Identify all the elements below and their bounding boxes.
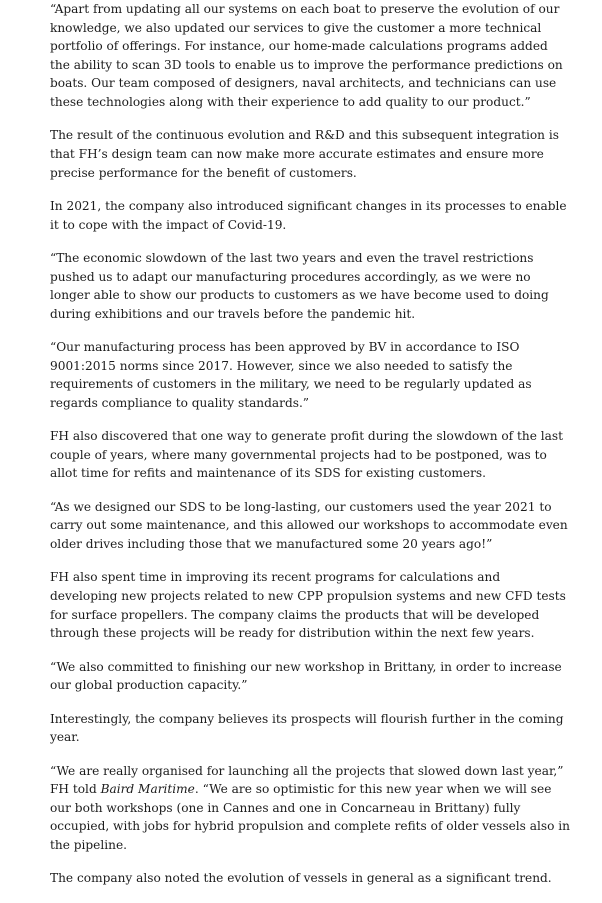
publication-name: Baird Maritime bbox=[100, 782, 195, 797]
paragraph-5: “Our manufacturing process has been approved by BV in accordance to ISO 9001:2015 norms since 2017. However, since we also needed to satisfy the requirements of customers in the military, we need to be regularly updated as regards compliance to quality standards.” bbox=[50, 340, 532, 410]
paragraph-4: “The economic slowdown of the last two years and even the travel restrictions pushed us to adapt our manufacturing procedures accordingly, as we were no longer able to show our products to customers as we have become used to doing during exhibitions and our travels before the pandemic hit. bbox=[50, 250, 549, 321]
quote-text-before: “We are really organised for launching all the projects that slowed down last year,” FH told bbox=[50, 763, 564, 797]
paragraph-10: Interestingly, the company believes its prospects will flourish further in the coming year. bbox=[50, 711, 564, 745]
paragraph-6: FH also discovered that one way to generate profit during the slowdown of the last couple of years, where many governmental projects had to be postponed, was to allot time for refits and maintenance of its SDS for existing customers. bbox=[50, 429, 564, 481]
paragraph-1: “Apart from updating all our systems on each boat to preserve the evolution of our knowledge, we also updated our services to give the customer a more technical portfolio of offerings. For instance, our home-made calculations programs added the ability to scan 3D tools to enable us to improve the performance predictions on boats. Our team composed of designers, naval architects, and technicians can use these technologies along with their experience to add quality to our product.” bbox=[50, 2, 563, 109]
article-body bbox=[50, 0, 570, 903]
paragraph-9: “We also committed to finishing our new workshop in Brittany, in order to increase our global production capacity.” bbox=[50, 659, 562, 693]
paragraph-2: The result of the continuous evolution and R&D and this subsequent integration is that FH’s design team can now make more accurate estimates and ensure more precise performance for the benefit of customers. bbox=[50, 128, 559, 180]
paragraph-12: The company also noted the evolution of vessels in general as a significant trend. bbox=[50, 871, 552, 886]
paragraph-8: FH also spent time in improving its recent programs for calculations and developing new projects related to new CPP propulsion systems and new CFD tests for surface propellers. The company claims the products that will be developed through these projects will be ready for distribution within the next few years. bbox=[50, 570, 566, 641]
paragraph-3: In 2021, the company also introduced significant changes in its processes to enable it to cope with the impact of Covid-19. bbox=[50, 198, 567, 232]
quote-text-after: . “We are so optimistic for this new year when we will see our both workshops (one in Cannes and one in Concarneau in Brittany) fully occupied, with jobs for hybrid propulsion and complete refits of older vessels also in the pipeline. bbox=[50, 782, 570, 852]
paragraph-7: “As we designed our SDS to be long-lasting, our customers used the year 2021 to carry out some maintenance, and this allowed our workshops to accommodate even older drives including those that we manufactured some 20 years ago!” bbox=[50, 499, 568, 552]
